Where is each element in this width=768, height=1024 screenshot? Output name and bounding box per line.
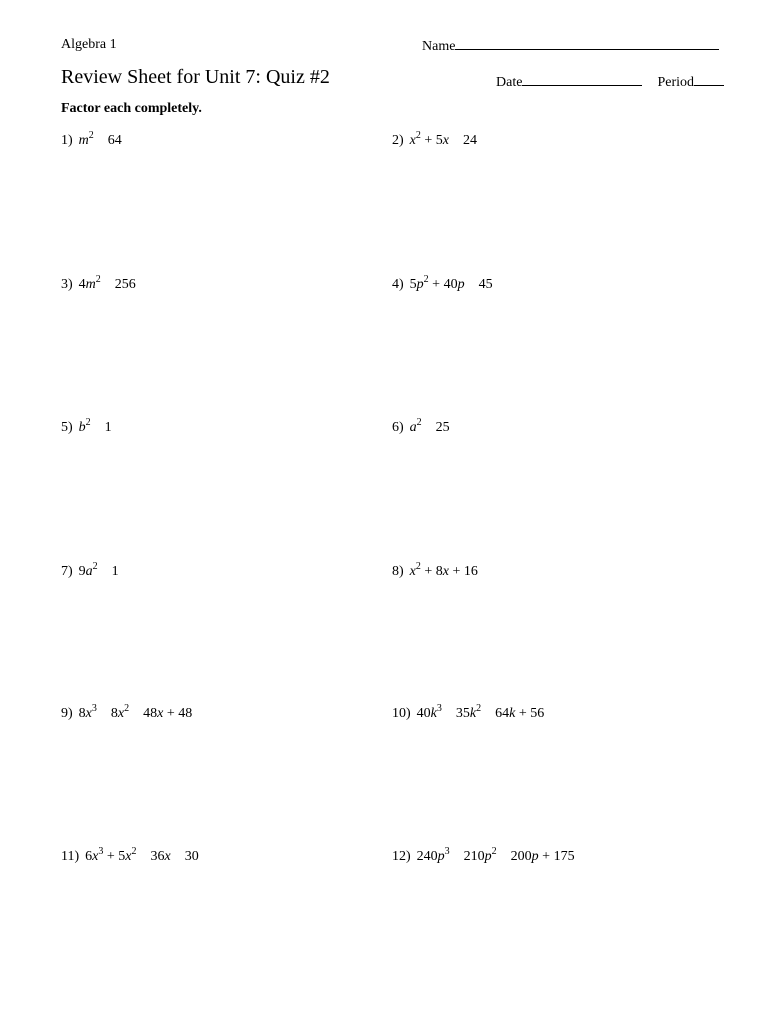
- variable: k: [430, 706, 437, 721]
- term-text: + 56: [515, 706, 545, 721]
- problem-expression: [409, 130, 478, 148]
- variable: b: [78, 420, 86, 435]
- variable: m: [78, 133, 89, 148]
- problem-10: [392, 703, 545, 722]
- problem-number: 12): [392, 849, 411, 864]
- term-text: 36: [136, 849, 165, 864]
- exponent: 2: [423, 274, 429, 285]
- term-text: 30: [170, 849, 199, 864]
- problem-7: [61, 561, 119, 580]
- problem-number: 6): [392, 420, 404, 435]
- term-text: 210: [449, 849, 485, 864]
- name-field[interactable]: [422, 37, 719, 55]
- problem-expression: [416, 846, 575, 864]
- term-text: 8: [78, 706, 86, 721]
- term-text: 5: [409, 277, 417, 292]
- exponent: 2: [416, 417, 422, 428]
- variable: x: [117, 706, 125, 721]
- term-text: 9: [78, 564, 86, 579]
- term-text: 45: [464, 277, 493, 292]
- problem-8: [392, 561, 478, 580]
- term-text: 240: [416, 849, 438, 864]
- course-name: Algebra 1: [61, 37, 117, 52]
- term-text: 6: [85, 849, 93, 864]
- exponent: 2: [124, 703, 130, 714]
- variable: x: [409, 564, 416, 579]
- exponent: 2: [476, 703, 482, 714]
- term-text: 24: [449, 133, 478, 148]
- problem-5: [61, 417, 112, 436]
- problem-expression: [78, 274, 136, 292]
- term-text: + 8: [420, 564, 443, 579]
- exponent: 2: [415, 130, 421, 141]
- page-title: Review Sheet for Unit 7: Quiz #2: [61, 66, 330, 88]
- problem-9: [61, 703, 193, 722]
- variable: x: [157, 706, 164, 721]
- variable: a: [85, 564, 93, 579]
- period-label: Period: [657, 75, 694, 90]
- term-text: + 16: [449, 564, 478, 579]
- variable: p: [457, 277, 465, 292]
- term-text: 4: [78, 277, 86, 292]
- term-text: 48: [129, 706, 158, 721]
- term-text: 64: [93, 133, 122, 148]
- problem-11: [61, 846, 199, 865]
- exponent: 3: [98, 846, 104, 857]
- problem-expression: [78, 703, 193, 721]
- problem-expression: [409, 274, 493, 292]
- problem-2: [392, 130, 478, 149]
- variable: a: [409, 420, 417, 435]
- date-label: Date: [496, 75, 523, 90]
- problem-number: 10): [392, 706, 411, 721]
- instructions: Factor each completely.: [61, 101, 202, 116]
- term-text: 1: [97, 564, 119, 579]
- exponent: 2: [95, 274, 101, 285]
- problem-number: 4): [392, 277, 404, 292]
- problem-number: 11): [61, 849, 80, 864]
- variable: x: [409, 133, 416, 148]
- variable: x: [442, 133, 450, 148]
- variable: x: [164, 849, 171, 864]
- variable: k: [509, 706, 516, 721]
- term-text: 35: [441, 706, 470, 721]
- term-text: 40: [416, 706, 431, 721]
- variable: p: [484, 849, 492, 864]
- problem-expression: [78, 130, 122, 148]
- term-text: 8: [96, 706, 118, 721]
- term-text: 256: [100, 277, 136, 292]
- exponent: 2: [491, 846, 497, 857]
- variable: x: [442, 564, 450, 579]
- problem-6: [392, 417, 450, 436]
- term-text: + 48: [163, 706, 193, 721]
- term-text: + 5: [103, 849, 126, 864]
- problem-expression: [409, 561, 478, 579]
- problem-number: 2): [392, 133, 404, 148]
- problem-expression: [78, 561, 119, 579]
- variable: x: [92, 849, 99, 864]
- variable: k: [469, 706, 477, 721]
- problem-number: 1): [61, 133, 73, 148]
- term-text: 1: [90, 420, 112, 435]
- problem-number: 9): [61, 706, 73, 721]
- variable: p: [437, 849, 445, 864]
- variable: x: [85, 706, 92, 721]
- variable: m: [85, 277, 96, 292]
- problem-expression: [409, 417, 450, 435]
- problem-12: [392, 846, 575, 865]
- date-blank[interactable]: [522, 73, 642, 86]
- term-text: 200: [496, 849, 532, 864]
- exponent: 2: [92, 561, 98, 572]
- problem-expression: [416, 703, 545, 721]
- problem-3: [61, 274, 136, 293]
- name-label: Name: [422, 39, 456, 54]
- term-text: 64: [481, 706, 510, 721]
- problem-expression: [78, 417, 112, 435]
- exponent: 2: [415, 561, 421, 572]
- term-text: + 5: [420, 133, 443, 148]
- exponent: 2: [131, 846, 137, 857]
- variable: p: [416, 277, 424, 292]
- problem-number: 3): [61, 277, 73, 292]
- exponent: 3: [436, 703, 442, 714]
- exponent: 3: [91, 703, 97, 714]
- problem-number: 7): [61, 564, 73, 579]
- term-text: 25: [421, 420, 450, 435]
- exponent: 2: [85, 417, 91, 428]
- variable: p: [531, 849, 539, 864]
- date-period-fields: [496, 73, 724, 91]
- term-text: + 175: [538, 849, 575, 864]
- variable: x: [125, 849, 132, 864]
- problem-expression: [85, 846, 199, 864]
- problem-4: [392, 274, 493, 293]
- exponent: 2: [88, 130, 94, 141]
- problem-number: 5): [61, 420, 73, 435]
- exponent: 3: [444, 846, 450, 857]
- term-text: + 40: [428, 277, 458, 292]
- problem-number: 8): [392, 564, 404, 579]
- period-blank[interactable]: [694, 73, 724, 86]
- problem-1: [61, 130, 122, 149]
- name-blank[interactable]: [455, 37, 719, 50]
